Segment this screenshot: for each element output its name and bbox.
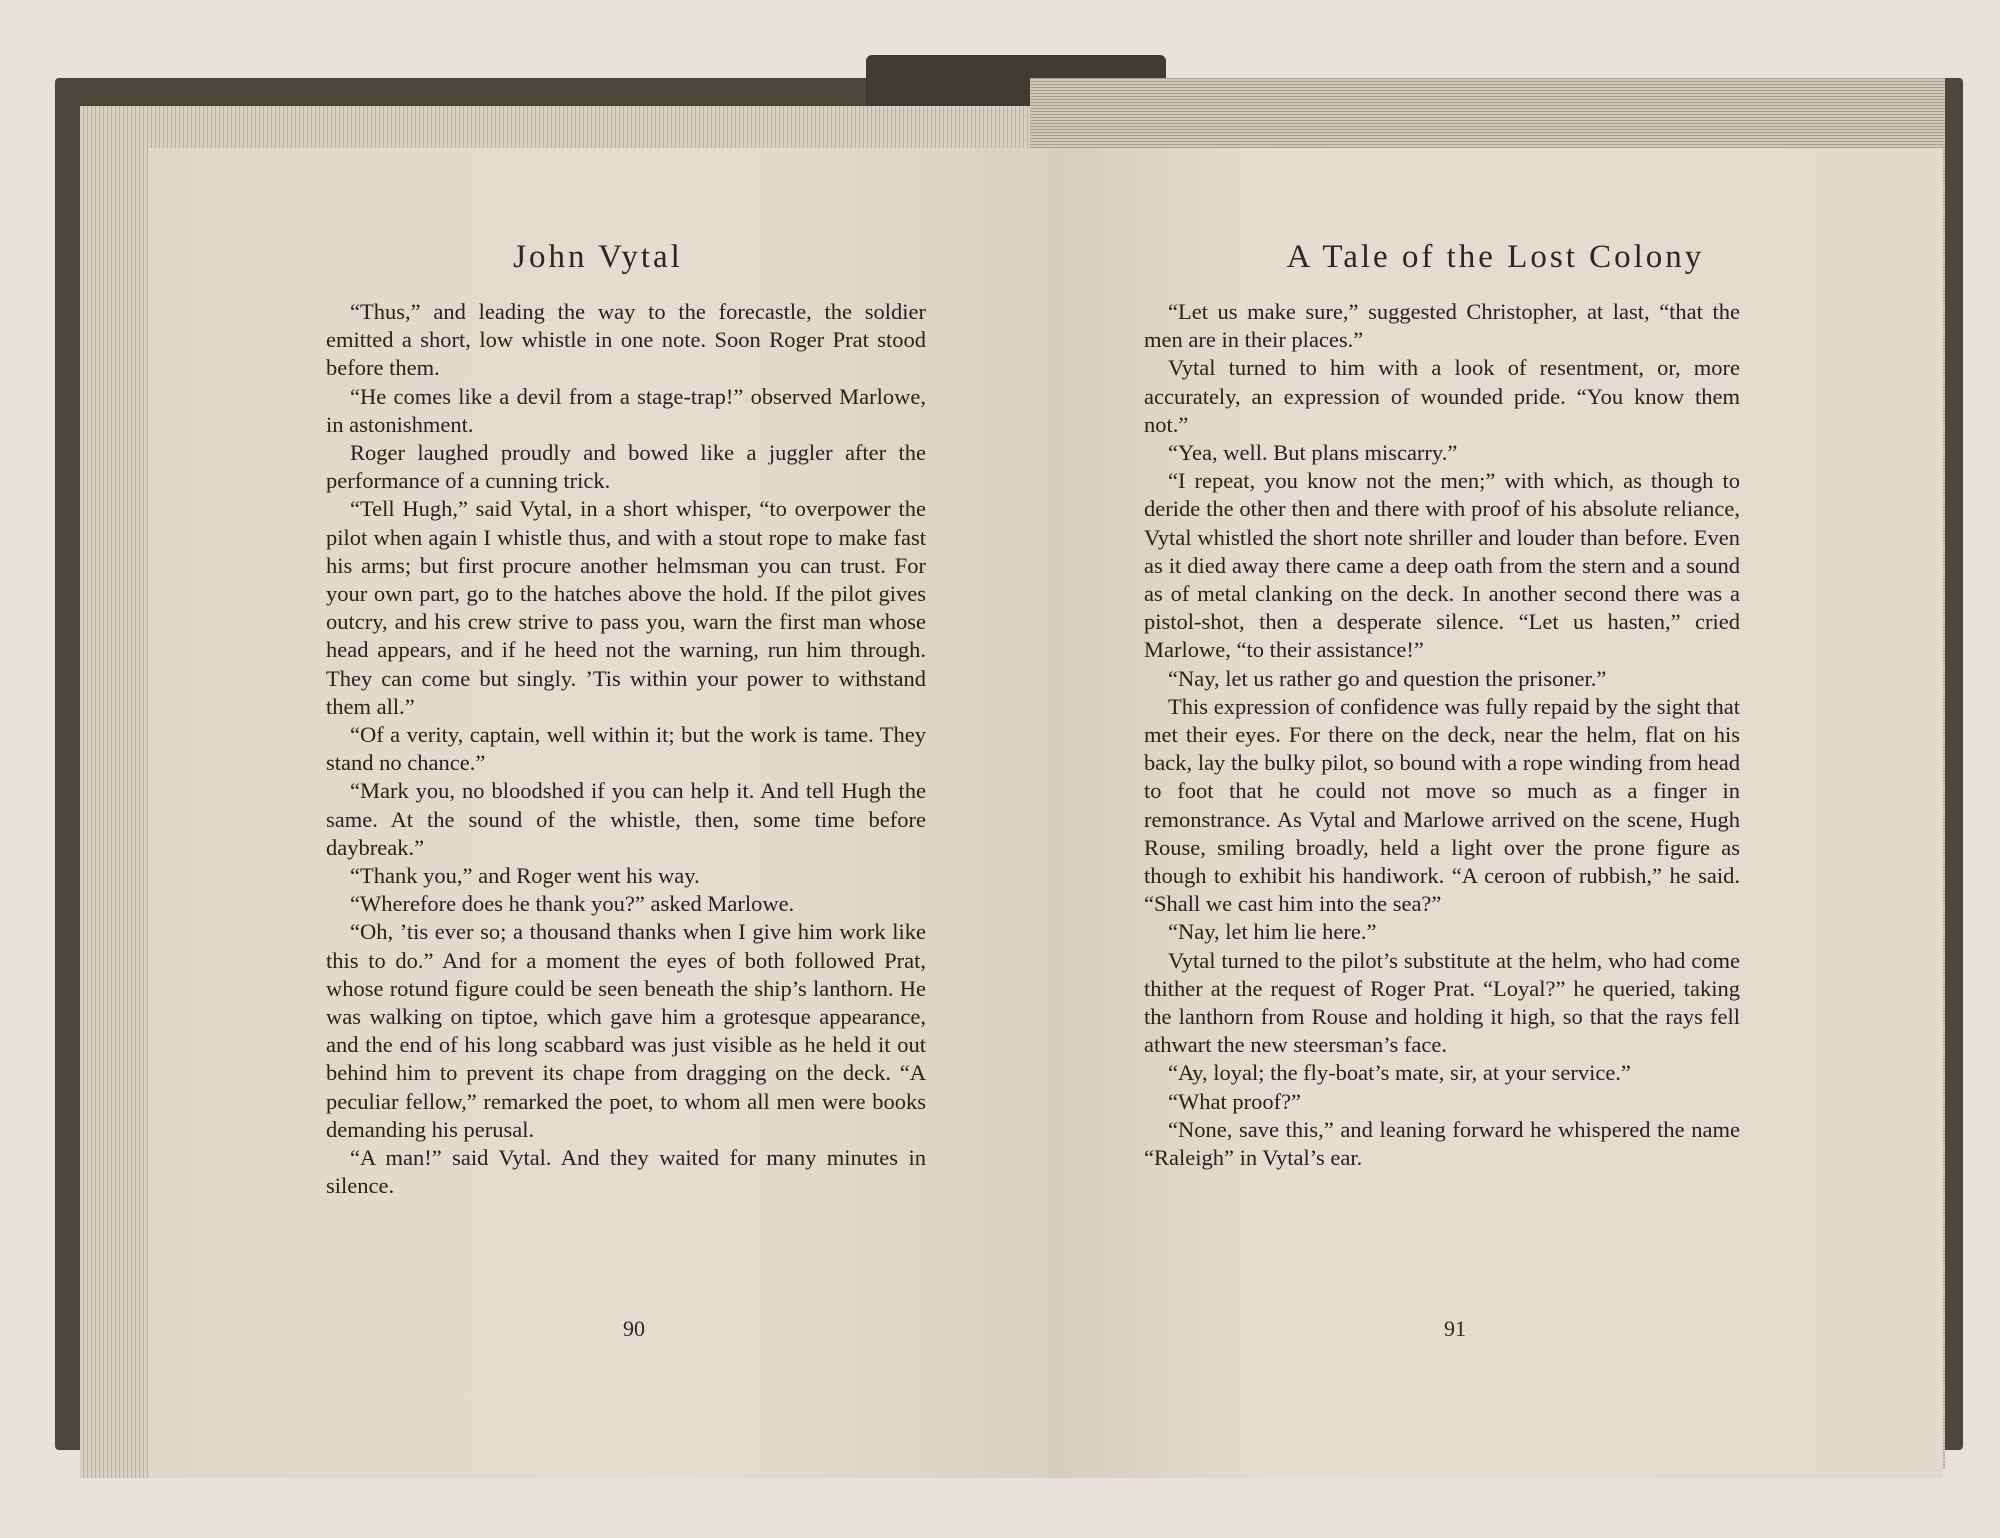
paragraph: “None, save this,” and leaning forward he whispered the name “Raleigh” in Vytal’s ear. (1144, 1116, 1740, 1171)
paragraph: “Thank you,” and Roger went his way. (350, 863, 700, 889)
paragraph: “I repeat, you know not the men;” with which, as though to deride the other then and there with proof of his absolute reliance, Vytal whistled the short note shriller and louder than before. Even as it died away there came a deep oath from the stern and a sound as of metal clanking on the deck. In another second there was a pistol-shot, then a desperate silence. “Let us hasten,” cried Marlowe, “to their assistance!” (1144, 468, 1740, 663)
right-text-block (1144, 298, 1740, 1172)
right-page-number: 91 (1444, 1316, 1466, 1341)
paragraph: Vytal turned to him with a look of resentment, or, more accurately, an expression of wounded pride. “You know them not.” (1144, 355, 1740, 437)
paragraph: “He comes like a devil from a stage-trap!” observed Marlowe, in astonishment. (326, 383, 926, 437)
left-running-head: John Vytal (513, 239, 683, 275)
paragraph: “Nay, let him lie here.” (1168, 919, 1377, 945)
left-page-number: 90 (623, 1316, 645, 1341)
paragraph: “Mark you, no bloodshed if you can help it. And tell Hugh the same. At the sound of the whistle, then, some time before daybreak.” (326, 778, 926, 860)
paragraph: This expression of confidence was fully repaid by the sight that met their eyes. For there on the deck, near the helm, flat on his back, lay the bulky pilot, so bound with a rope winding from head to foot that he could not move so much as a finger in remonstrance. As Vytal and Marlowe arrived on the scene, Hugh Rouse, smiling broadly, held a light over the prone figure as though to exhibit his handiwork. “A ceroon of rubbish,” he said. “Shall we cast him into the sea?” (1144, 693, 1740, 917)
paragraph: “Thus,” and leading the way to the forecastle, the soldier emitted a short, low whistle in one note. Soon Roger Prat stood before them. (326, 299, 926, 381)
right-page (1048, 148, 1943, 1478)
left-page (148, 148, 1048, 1478)
paragraph: “Of a verity, captain, well within it; but the work is tame. They stand no chance.” (326, 722, 926, 776)
paragraph: “Nay, let us rather go and question the prisoner.” (1168, 665, 1607, 691)
paragraph: “Let us make sure,” suggested Christopher, at last, “that the men are in their places.” (1144, 299, 1740, 353)
paragraph: “Ay, loyal; the fly-boat’s mate, sir, at your service.” (1168, 1060, 1631, 1086)
paragraph: Vytal turned to the pilot’s substitute at the helm, who had come thither at the request of Roger Prat. “Loyal?” he queried, taking the lanthorn from Rouse and holding it high, so that the rays fell athwart the new steersman’s face. (1144, 947, 1740, 1058)
paragraph: “Wherefore does he thank you?” asked Marlowe. (350, 891, 795, 917)
left-text-block (326, 298, 926, 1201)
right-running-head: A Tale of the Lost Colony (1286, 239, 1705, 275)
paragraph: “Yea, well. But plans miscarry.” (1168, 440, 1458, 466)
paragraph: “What proof?” (1168, 1088, 1302, 1114)
paragraph: “A man!” said Vytal. And they waited for many minutes in silence. (326, 1145, 926, 1199)
paragraph: “Oh, ’tis ever so; a thousand thanks when I give him work like this to do.” And for a moment the eyes of both followed Prat, whose rotund figure could be seen beneath the ship’s lanthorn. He was walking on tiptoe, which gave him a grotesque appearance, and the end of his long scabbard was just visible as he held it out behind him to prevent its chape from dragging on the deck. “A peculiar fellow,” remarked the poet, to whom all men were books demanding his perusal. (326, 919, 926, 1142)
paragraph: Roger laughed proudly and bowed like a juggler after the performance of a cunning trick. (326, 440, 926, 494)
paragraph: “Tell Hugh,” said Vytal, in a short whisper, “to overpower the pilot when again I whistle thus, and with a stout rope to make fast his arms; but first procure another helmsman you can trust. For your own part, go to the hatches above the hold. If the pilot gives outcry, and his crew strive to pass you, warn the first man whose head appears, and if he heed not the warning, run him through. They can come but singly. ’Tis within your power to withstand them all.” (326, 496, 926, 719)
